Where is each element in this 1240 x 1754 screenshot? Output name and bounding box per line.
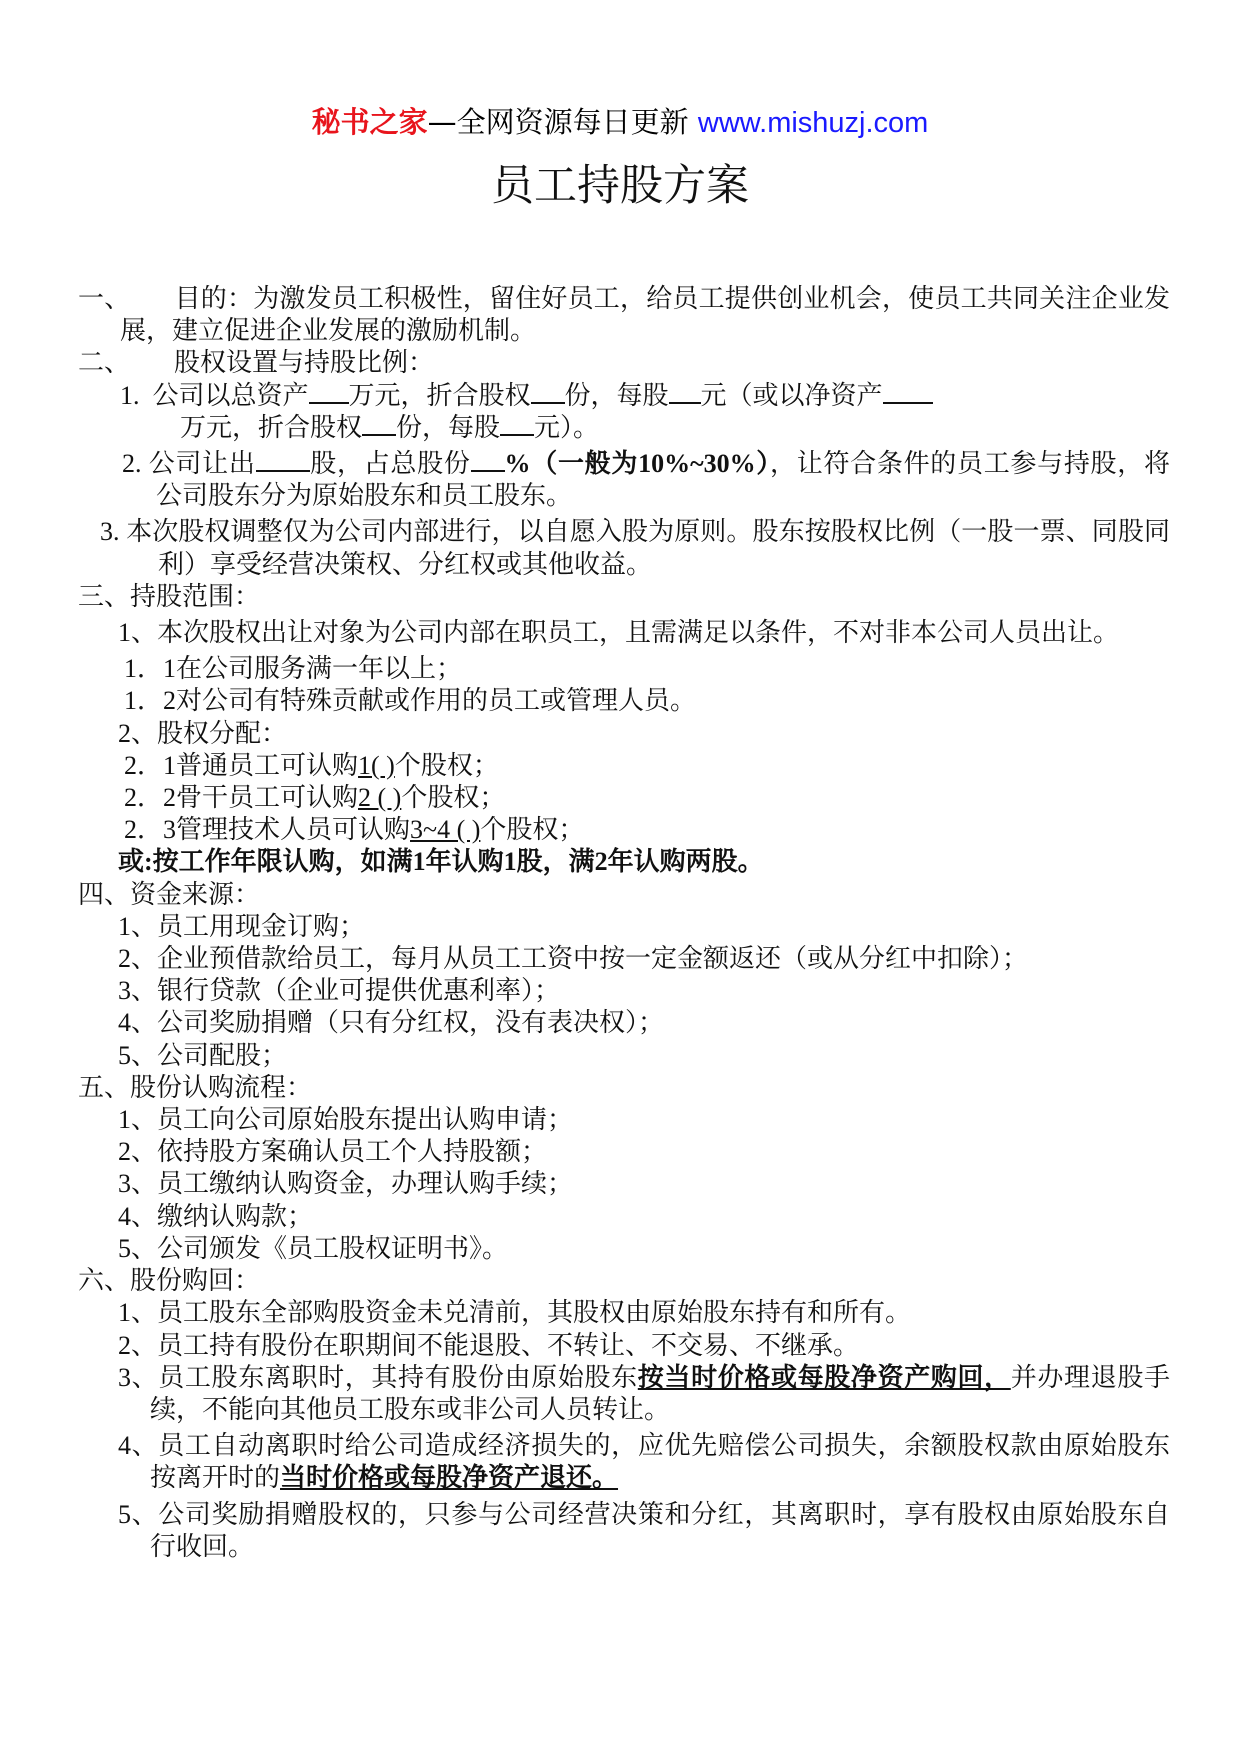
section-3-alternative: 或:按工作年限认购，如满1年认购1股，满2年认购两股。 <box>118 847 764 877</box>
header-tagline: —全网资源每日更新 <box>427 105 689 139</box>
section-2-item-3: 3. 本次股权调整仅为公司内部进行，以自愿入股为原则。股东按股权比例（一股一票、同股同利）享受经营决策权、分红权或其他收益。 <box>100 517 1170 579</box>
section-5-item-3: 3、员工缴纳认购资金，办理认购手续； <box>118 1169 574 1199</box>
section-1-number: 一、 <box>78 284 131 313</box>
section-4-item-3: 3、银行贷款（企业可提供优惠利率）； <box>118 976 561 1006</box>
section-5-item-1: 1、员工向公司原始股东提出认购申请； <box>118 1105 574 1135</box>
section-3-heading: 三、持股范围： <box>78 581 261 611</box>
section-3-item-1-1: 1．1在公司服务满一年以上； <box>124 654 463 684</box>
blank-price-2 <box>500 412 534 436</box>
section-1 <box>78 283 1170 347</box>
section-3-item-2-1: 2．1普通员工可认购1( )个股权； <box>124 750 499 780</box>
blank-transfer-shares <box>256 448 310 472</box>
document-title: 员工持股方案 <box>491 161 749 211</box>
section-6-item-3: 3、员工股东离职时，其持有股份由原始股东按当时价格或每股净资产购回，并办理退股手续，不能向其他员工股东或非公司人员转让。 <box>118 1362 1170 1424</box>
site-header <box>0 102 1240 143</box>
section-6-item-1: 1、员工股东全部购股资金未兑清前，其股权由原始股东持有和所有。 <box>118 1298 912 1328</box>
blank-percent <box>471 448 505 472</box>
section-3-item-2: 2、股权分配： <box>118 718 288 748</box>
section-4-heading: 四、资金来源： <box>78 879 261 909</box>
section-4-item-1: 1、员工用现金订购； <box>118 911 366 941</box>
section-3-item-2-3: 2．3管理技术人员可认购3~4 ( )个股权； <box>124 815 585 845</box>
section-2-item-1: 1. 公司以总资产 万元，折合股权 份，每股 元（或以净资产 <box>78 380 1170 412</box>
section-4-item-4: 4、公司奖励捐赠（只有分红权，没有表决权）； <box>118 1008 665 1038</box>
section-5-item-4: 4、缴纳认购款； <box>118 1201 314 1231</box>
blank-shares-2 <box>362 412 396 436</box>
section-1-text: 目的：为激发员工积极性，留住好员工，给员工提供创业机会，使员工共同关注企业发展，建立促进企业发展的激励机制。 <box>120 284 1170 346</box>
section-5-item-2: 2、依持股方案确认员工个人持股额； <box>118 1137 548 1167</box>
blank-shares <box>531 380 565 404</box>
section-3-item-1: 1、本次股权出让对象为公司内部在职员工，且需满足以条件，不对非本公司人员出让。 <box>118 618 1120 648</box>
section-2-item-2: 2. 公司让出 股，占总股份 %（一般为10%~30%），让符合条件的员工参与持股，将公司股东分为原始股东和员工股东。 <box>122 449 1170 511</box>
section-3-item-2-2: 2．2骨干员工可认购2 ( )个股权； <box>124 783 506 813</box>
blank-net-assets <box>883 380 933 404</box>
document-body <box>78 283 1170 1563</box>
section-4-item-2: 2、企业预借款给员工，每月从员工工资中按一定金额返还（或从分红中扣除）； <box>118 944 1029 974</box>
section-6-item-4: 4、员工自动离职时给公司造成经济损失的，应优先赔偿公司损失，余额股权款由原始股东按离开时的当时价格或每股净资产退还。 <box>118 1431 1170 1493</box>
blank-total-assets <box>309 380 349 404</box>
section-3-item-1-2: 1．2对公司有特殊贡献或作用的员工或管理人员。 <box>124 686 697 716</box>
section-2-item-1-cont: 万元，折合股权 份，每股 元）。 <box>180 412 600 442</box>
blank-price <box>669 380 701 404</box>
section-5-heading: 五、股份认购流程： <box>78 1072 313 1102</box>
section-5-item-5: 5、公司颁发《员工股权证明书》。 <box>118 1233 509 1263</box>
section-6-heading: 六、股份购回： <box>78 1266 261 1296</box>
section-2-heading: 二、 股权设置与持股比例： <box>78 348 435 378</box>
section-4-item-5: 5、公司配股； <box>118 1040 288 1070</box>
brand-name: 秘书之家 <box>311 105 428 139</box>
section-6-item-2: 2、员工持有股份在职期间不能退股、不转让、不交易、不继承。 <box>118 1330 860 1360</box>
site-url[interactable]: www.mishuzj.com <box>697 107 929 139</box>
section-6-item-5: 5、公司奖励捐赠股权的，只参与公司经营决策和分红，其离职时，享有股权由原始股东自行收回。 <box>118 1499 1170 1561</box>
